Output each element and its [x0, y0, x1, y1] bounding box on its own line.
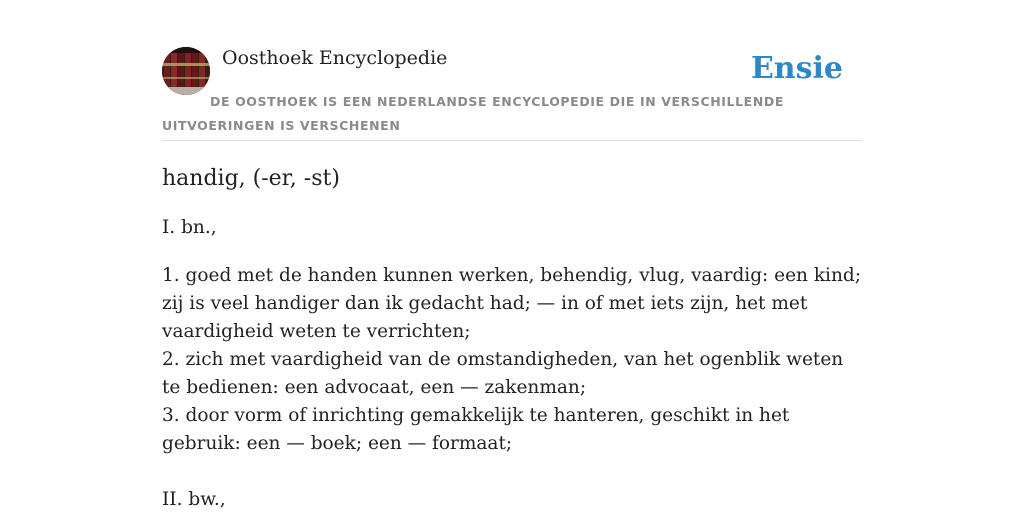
- entry-headword: handig, (-er, -st): [162, 166, 340, 191]
- definition-list: [162, 262, 862, 458]
- section-label: I. bn.,: [162, 217, 217, 238]
- definition-item: 1. goed met de handen kunnen werken, behendig, vlug, vaardig: een kind; zij is veel handiger dan ik gedacht had; — in of met iets zijn, het met vaardigheid weten te verrichten;: [162, 265, 861, 342]
- entry-content: [162, 162, 862, 512]
- definition-item: 3. door vorm of inrichting gemakkelijk te hanteren, geschikt in het gebruik: een — boek; een — formaat;: [162, 405, 790, 454]
- books-icon[interactable]: [162, 47, 210, 95]
- site-title[interactable]: Oosthoek Encyclopedie: [222, 47, 448, 69]
- site-header: [162, 46, 862, 141]
- brand-logo[interactable]: Ensie: [750, 51, 843, 86]
- section-label: II. bw.,: [162, 489, 226, 510]
- definition-item: 2. zich met vaardigheid van de omstandigheden, van het ogenblik weten te bedienen: een advocaat, een — zakenman;: [162, 349, 844, 398]
- site-tagline: DE OOSTHOEK IS EEN NEDERLANDSE ENCYCLOPEDIE DIE IN VERSCHILLENDE UITVOERINGEN IS VERSCHENEN: [162, 94, 784, 133]
